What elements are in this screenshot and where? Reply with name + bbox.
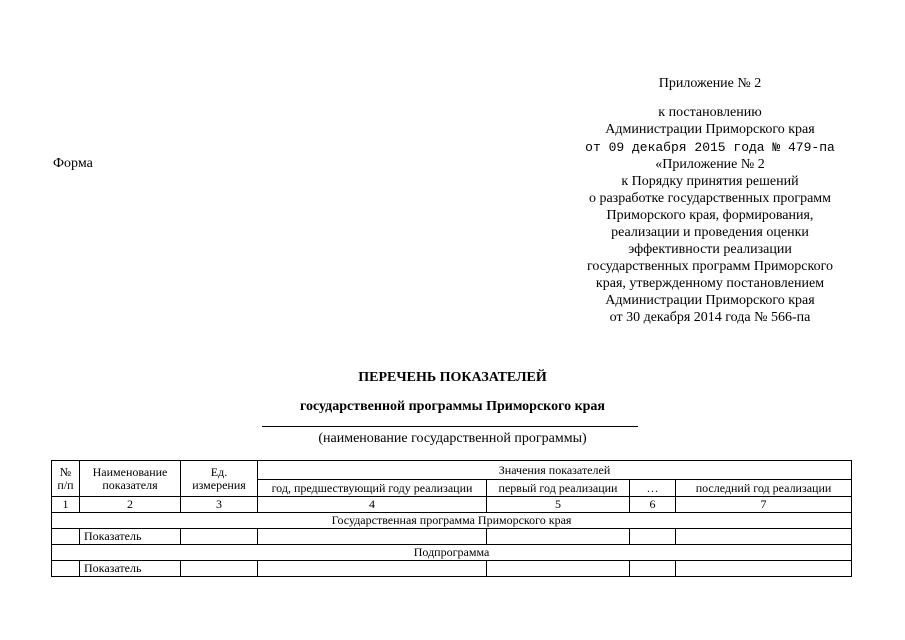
table-cell bbox=[630, 529, 676, 545]
subprogram-row-label: Подпрограмма bbox=[52, 545, 852, 561]
inner-appendix-line: Администрации Приморского края bbox=[605, 293, 815, 308]
resolution-block bbox=[560, 104, 860, 326]
table-cell bbox=[676, 529, 852, 545]
table-cell bbox=[258, 561, 487, 577]
program-name-caption: (наименование государственной программы) bbox=[318, 431, 587, 446]
header-first-year: первый год реализации bbox=[487, 480, 630, 497]
program-row-label: Государственная программа Приморского края bbox=[52, 513, 852, 529]
table-cell bbox=[487, 561, 630, 577]
inner-appendix-line: реализации и проведения оценки bbox=[611, 225, 809, 240]
table-cell bbox=[487, 529, 630, 545]
inner-appendix-line: «Приложение № 2 bbox=[655, 157, 765, 172]
table-cell bbox=[181, 561, 258, 577]
table-cell bbox=[630, 561, 676, 577]
header-col-unit: Ед. измерения bbox=[181, 461, 258, 497]
table-cell bbox=[52, 561, 80, 577]
indicators-table bbox=[51, 460, 852, 577]
indicator-row bbox=[52, 561, 852, 577]
table-cell bbox=[258, 529, 487, 545]
inner-appendix-line: эффективности реализации bbox=[628, 242, 792, 257]
table-number-row bbox=[52, 497, 852, 513]
document-title: ПЕРЕЧЕНЬ ПОКАЗАТЕЛЕЙ bbox=[358, 370, 547, 385]
header-values-group: Значения показателей bbox=[258, 461, 852, 480]
inner-appendix-line: к Порядку принятия решений bbox=[621, 174, 799, 189]
indicator-label: Показатель bbox=[80, 561, 181, 577]
subprogram-row bbox=[52, 545, 852, 561]
column-number: 3 bbox=[181, 497, 258, 513]
header-col-no: № п/п bbox=[52, 461, 80, 497]
column-number: 2 bbox=[80, 497, 181, 513]
indicator-row bbox=[52, 529, 852, 545]
appendix-title: Приложение № 2 bbox=[658, 76, 762, 91]
header-last-year: последний год реализации bbox=[676, 480, 852, 497]
stamp-date: от 09 декабря 2015 года № 479-па bbox=[585, 140, 835, 155]
inner-appendix-line: государственных программ Приморского bbox=[586, 259, 834, 274]
header-prev-year: год, предшествующий году реализации bbox=[258, 480, 487, 497]
table-header-row bbox=[52, 461, 852, 480]
inner-appendix-line: Приморского края, формирования, bbox=[606, 208, 814, 223]
program-name-line bbox=[262, 426, 638, 427]
column-number: 1 bbox=[52, 497, 80, 513]
column-number: 5 bbox=[487, 497, 630, 513]
program-row bbox=[52, 513, 852, 529]
table-cell bbox=[676, 561, 852, 577]
column-number: 7 bbox=[676, 497, 852, 513]
inner-appendix-line: о разработке государственных программ bbox=[588, 191, 832, 206]
header-ellipsis: … bbox=[630, 480, 676, 497]
inner-appendix-line: края, утвержденному постановлением bbox=[595, 276, 825, 291]
header-col-name: Наименование показателя bbox=[80, 461, 181, 497]
form-label: Форма bbox=[53, 156, 93, 171]
column-number: 6 bbox=[630, 497, 676, 513]
document-subtitle: государственной программы Приморского края bbox=[300, 399, 605, 414]
resolution-line: к постановлению bbox=[658, 105, 762, 120]
table-cell bbox=[181, 529, 258, 545]
column-number: 4 bbox=[258, 497, 487, 513]
table-cell bbox=[52, 529, 80, 545]
inner-appendix-line: от 30 декабря 2014 года № 566-па bbox=[609, 310, 811, 325]
appendix-header bbox=[560, 75, 860, 92]
resolution-line: Администрации Приморского края bbox=[605, 122, 815, 137]
indicator-label: Показатель bbox=[80, 529, 181, 545]
